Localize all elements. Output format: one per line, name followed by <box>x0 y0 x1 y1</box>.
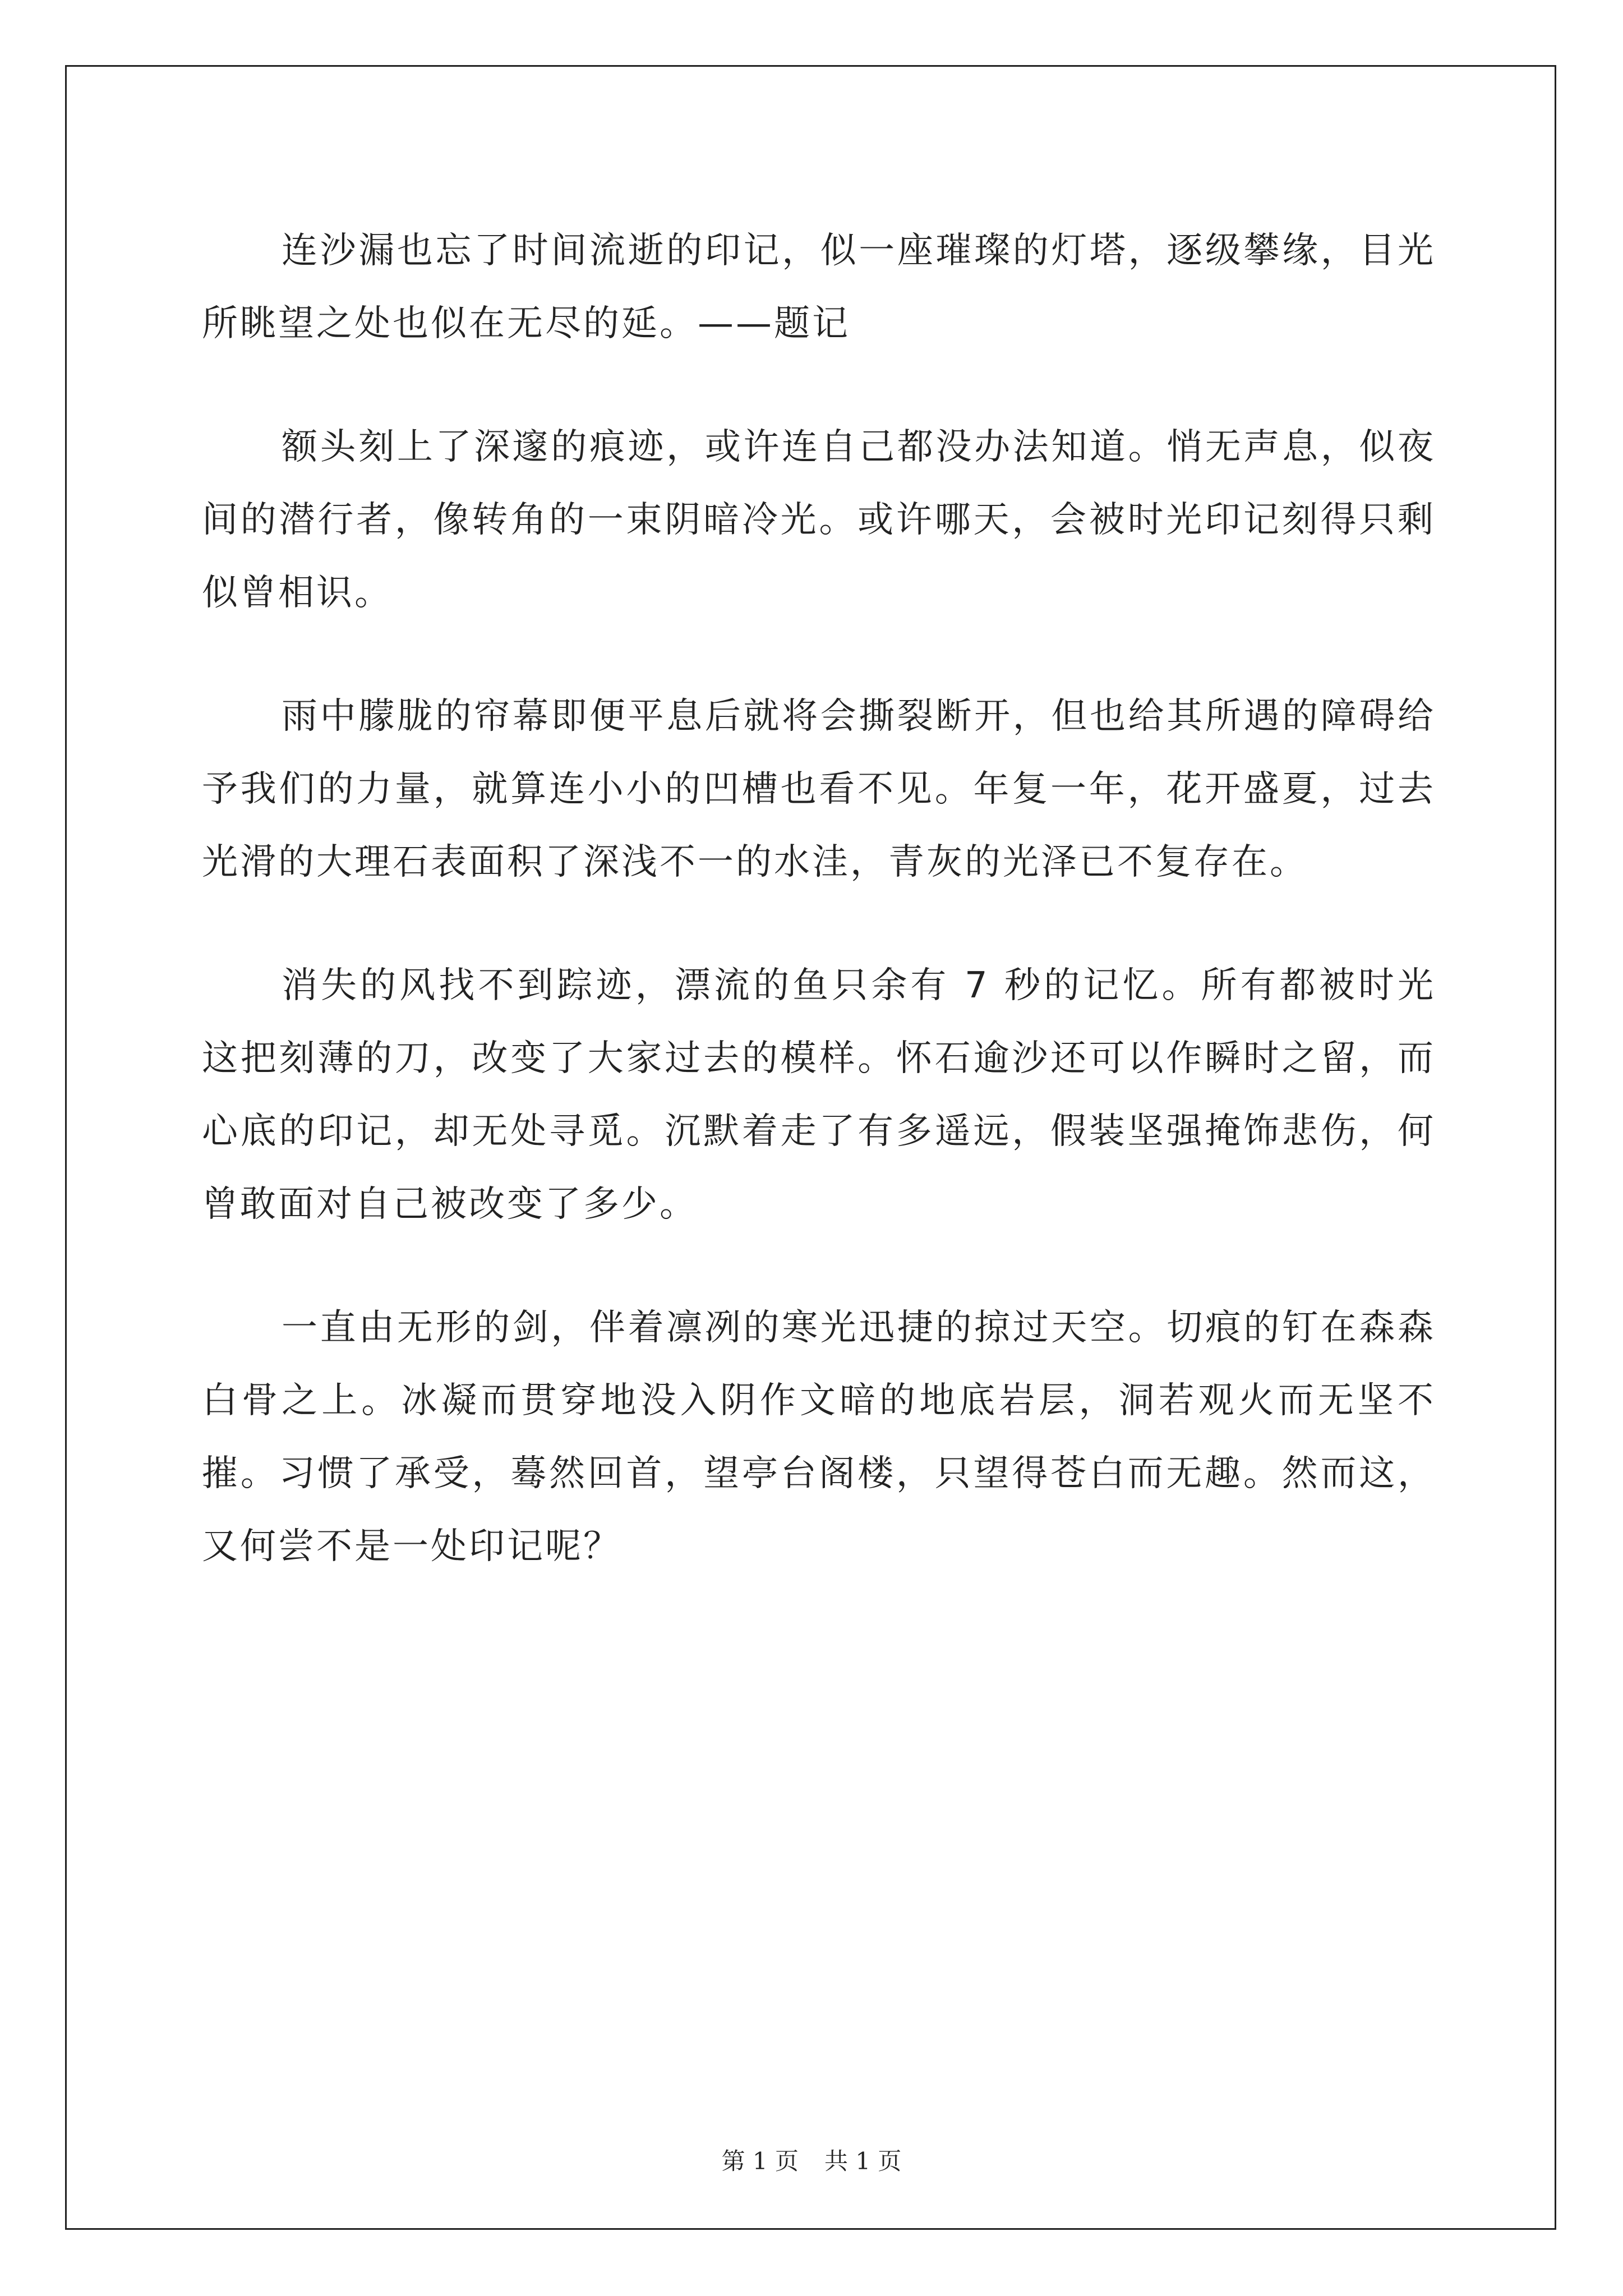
page-footer <box>0 2143 1623 2177</box>
paragraph-epigraph: 连沙漏也忘了时间流逝的印记，似一座璀璨的灯塔，逐级攀缘，目光所眺望之处也似在无尽的延。——题记 <box>202 230 1436 344</box>
page-total: 共 1 页 <box>824 2147 902 2175</box>
paragraph-5: 一直由无形的剑，伴着凛冽的寒光迅捷的掠过天空。切痕的钉在森森白骨之上。冰凝而贯穿地没入阴作文暗的地底岩层，洞若观火而无坚不摧。习惯了承受，蓦然回首，望亭台阁楼，只望得苍白而无趣。然而这，又何尝不是一处印记呢？ <box>202 1307 1436 1567</box>
document-body <box>202 214 1436 1634</box>
page-number: 第 1 页 <box>721 2147 799 2175</box>
paragraph-4: 消失的风找不到踪迹，漂流的鱼只余有 7 秒的记忆。所有都被时光这把刻薄的刀，改变了大家过去的模样。怀石逾沙还可以作瞬时之留，而心底的印记，却无处寻觅。沉默着走了有多遥远，假装坚强掩饰悲伤，何曾敢面对自己被改变了多少。 <box>202 965 1436 1225</box>
paragraph-3: 雨中朦胧的帘幕即便平息后就将会撕裂断开，但也给其所遇的障碍给予我们的力量，就算连小小的凹槽也看不见。年复一年，花开盛夏，过去光滑的大理石表面积了深浅不一的水洼，青灰的光泽已不复存在。 <box>202 696 1436 883</box>
paragraph-2: 额头刻上了深邃的痕迹，或许连自己都没办法知道。悄无声息，似夜间的潜行者，像转角的一束阴暗冷光。或许哪天，会被时光印记刻得只剩似曾相识。 <box>202 426 1436 614</box>
